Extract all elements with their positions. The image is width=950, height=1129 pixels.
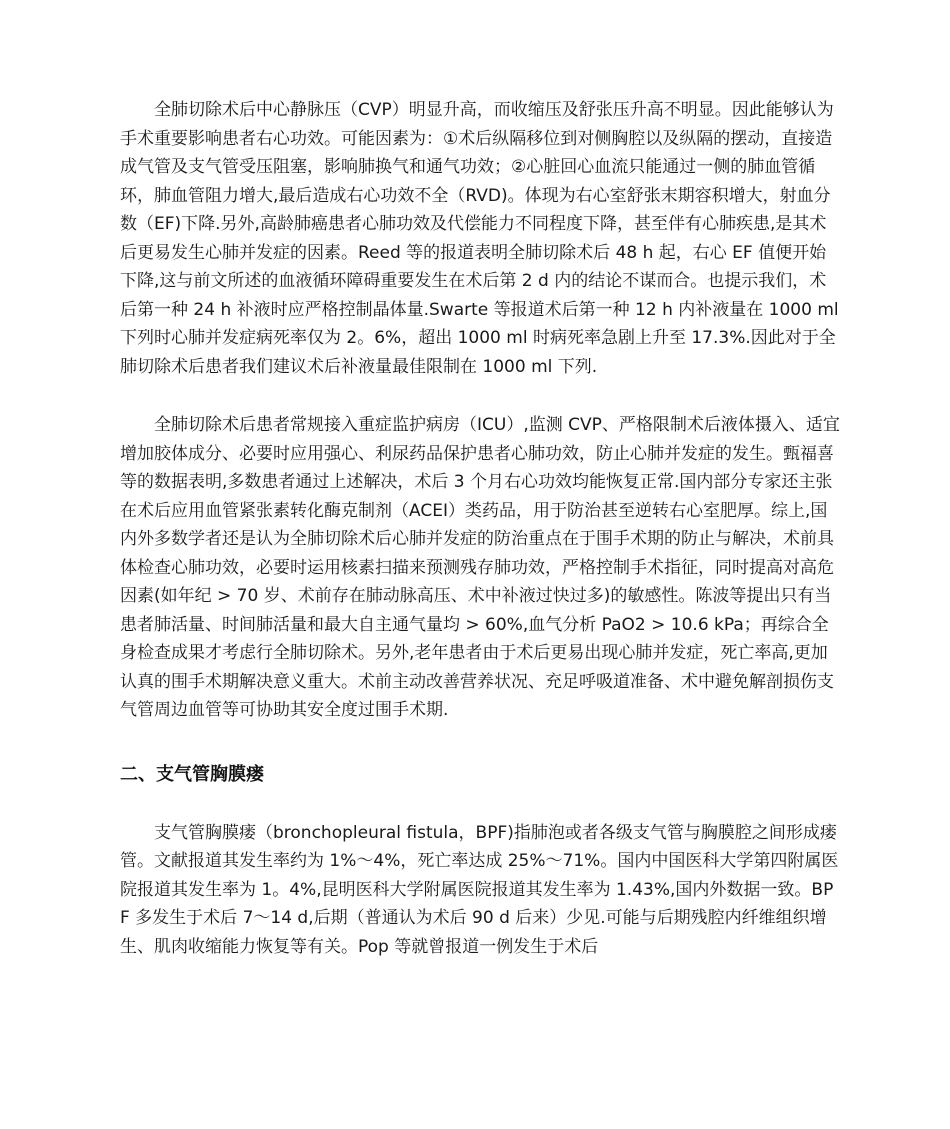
document-body xyxy=(120,96,842,961)
section-heading: 二、支气管胸膜瘘 xyxy=(120,763,264,785)
paragraph-cvp-right-heart: 全肺切除术后中心静脉压（CVP）明显升高，而收缩压及舒张压升高不明显。因此能够认为手术重要影响患者右心功效。可能因素为：①术后纵隔移位到对侧胸腔以及纵隔的摆动，直接造成气管及支气管受压阻塞，影响肺换气和通气功效；②心脏回心血流只能通过一侧的肺血管循环，肺血管阻力增大,最后造成右心功效不全（RVD)。体现为右心室舒张末期容积增大，射血分数（EF)下降.另外,高龄肺癌患者心肺功效及代偿能力不同程度下降，甚至伴有心肺疾患,是其术后更易发生心肺并发症的因素。Reed 等的报道表明全肺切除术后 48 h 起，右心 EF 值便开始下降,这与前文所述的血液循环障碍重要发生在术后第 2 d 内的结论不谋而合。也提示我们，术后第一种 24 h 补液时应严格控制晶体量.Swarte 等报道术后第一种 12 h 内补液量在 1000 ml 下列时心肺并发症病死率仅为 2。6%，超出 1000 ml 时病死率急剧上升至 17.3%.因此对于全肺切除术后患者我们建议术后补液量最佳限制在 1000 ml 下列. xyxy=(120,100,839,377)
paragraph-bronchopleural-fistula: 支气管胸膜瘘（bronchopleural fistula，BPF)指肺泡或者各级支气管与胸膜腔之间形成瘘管。文献报道其发生率约为 1%～4%，死亡率达成 25%～71%。国内中国医科大学第四附属医院报道其发生率为 1。4%,昆明医科大学附属医院报道其发生率为 1.43%,国内外数据一致。BPF 多发生于术后 7～14 d,后期（普通认为术后 90 d 后来）少见.可能与后期残腔内纤维组织增生、肌肉收缩能力恢复等有关。Pop 等就曾报道一例发生于术后 xyxy=(120,822,839,957)
paragraph-icu-management: 全肺切除术后患者常规接入重症监护病房（ICU）,监测 CVP、严格限制术后液体摄入、适宜增加胶体成分、必要时应用强心、利尿药品保护患者心肺功效，防止心肺并发症的发生。甄福喜等的数据表明,多数患者通过上述解决，术后 3 个月右心功效均能恢复正常.国内部分专家还主张在术后应用血管紧张素转化酶克制剂（ACEI）类药品，用于防治甚至逆转右心室肥厚。综上,国内外多数学者还是认为全肺切除术后心肺并发症的防治重点在于围手术期的防止与解决，术前具体检查心肺功效，必要时运用核素扫描来预测残存肺功效，严格控制手术指征，同时提高对高危因素(如年纪 > 70 岁、术前存在肺动脉高压、术中补液过快过多)的敏感性。陈波等提出只有当患者肺活量、时间肺活量和最大自主通气量均 > 60%,血气分析 PaO2 > 10.6 kPa；再综合全身检查成果才考虑行全肺切除术。另外,老年患者由于术后更易出现心肺并发症，死亡率高,更加认真的围手术期解决意义重大。术前主动改善营养状况、充足呼吸道准备、术中避免解剖损伤支气管周边血管等可协助其安全度过围手术期. xyxy=(120,415,840,720)
